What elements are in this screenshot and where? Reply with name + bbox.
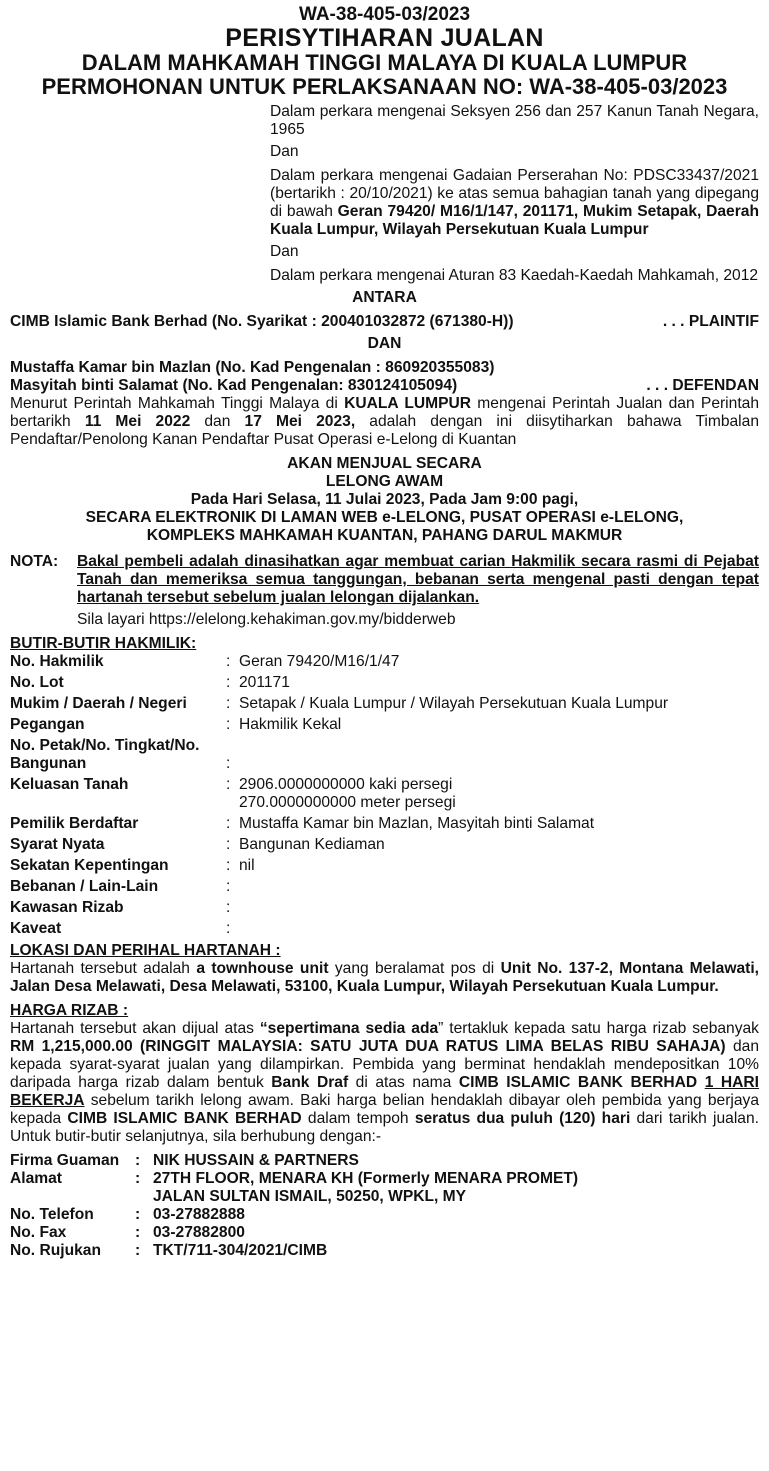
matter-1: Dalam perkara mengenai Seksyen 256 dan 257 Kanun Tanah Negara, 1965: [270, 103, 759, 138]
defendant-1: Mustaffa Kamar bin Mazlan (No. Kad Pengenalan : 860920355083): [10, 359, 495, 376]
title-row-keluasan: Keluasan Tanah : 2906.0000000000 kaki persegi 270.0000000000 meter persegi: [10, 776, 456, 811]
contact-fax: No. Fax : 03-27882800: [10, 1224, 245, 1241]
defendant-role: . . . DEFENDAN: [646, 377, 759, 394]
case-number: WA-38-405-03/2023: [298, 4, 471, 25]
plaintiff-role: . . . PLAINTIF: [662, 313, 759, 330]
sale-line-1: AKAN MENJUAL SECARA: [287, 455, 482, 472]
title-row-petak: No. Petak/No. Tingkat/No. Bangunan :: [10, 737, 231, 772]
location-heading: LOKASI DAN PERIHAL HARTANAH :: [10, 942, 281, 959]
sale-date: Pada Hari Selasa, 11 Julai 2023, Pada Jam 9:00 pagi,: [190, 491, 579, 508]
title-row: No. Hakmilik : Geran 79420/M16/1/47: [10, 653, 400, 670]
sale-line-2: LELONG AWAM: [325, 473, 444, 490]
application-number: PERMOHONAN UNTUK PERLAKSANAAN NO: WA-38-405-03/2023: [41, 74, 728, 99]
title-row: No. Lot : 201171: [10, 674, 290, 691]
matter-3: Dalam perkara mengenai Aturan 83 Kaedah-Kaedah Mahkamah, 2012: [270, 267, 759, 284]
reserve-paragraph: Hartanah tersebut akan dijual atas “sepertimana sedia ada” tertakluk kepada satu harga rizab sebanyak RM 1,215,000.00 (RINGGIT MALAYSIA: SATU JUTA DUA RATUS LIMA BELAS RIBU SAHAJA) dan kepada syarat-syarat jualan yang dilampirkan. Pembida yang berminat hendaklah mendepositkan 10% daripada harga rizab dalam bentuk Bank Draf di atas nama CIMB ISLAMIC BANK BERHAD 1 HARI BEKERJA sebelum tarikh lelong awam. Baki harga belian hendaklah dibayar oleh pembida yang berjaya kepada CIMB ISLAMIC BANK BERHAD dalam tempoh seratus dua puluh (120) hari dari tarikh jualan. Untuk butir-butir selanjutnya, sila berhubung dengan:-: [10, 1020, 760, 1145]
contact-block: [10, 1152, 759, 1260]
nota-website: Sila layari https://elelong.kehakiman.gov.my/bidderweb: [77, 611, 456, 628]
title-row: Sekatan Kepentingan : nil: [10, 857, 255, 874]
defendant-2: Masyitah binti Salamat (No. Kad Pengenalan: 830124105094): [10, 377, 458, 394]
contact-firm: Firma Guaman : NIK HUSSAIN & PARTNERS: [10, 1152, 359, 1169]
defendant-row: [10, 377, 759, 395]
matter-2: Dalam perkara mengenai Gadaian Perserahan No: PDSC33437/2021 (bertarikh : 20/10/2021) ke atas semua bahagian tanah yang dipegang di bawah Geran 79420/ M16/1/147, 201171, Mukim Setapak, Daerah Kuala Lumpur, Wilayah Persekutuan Kuala Lumpur: [270, 167, 759, 238]
title-row: Kaveat :: [10, 920, 231, 937]
title-row: Kawasan Rizab :: [10, 899, 231, 916]
title-row: Pemilik Berdaftar : Mustaffa Kamar bin Mazlan, Masyitah binti Salamat: [10, 815, 595, 832]
antara-heading: ANTARA: [352, 289, 417, 306]
plaintiff-row: [10, 313, 759, 331]
contact-reference: No. Rujukan : TKT/711-304/2021/CIMB: [10, 1242, 328, 1259]
title-row: Bebanan / Lain-Lain :: [10, 878, 231, 895]
title-details-table: [10, 653, 759, 938]
title-row: Mukim / Daerah / Negeri : Setapak / Kuala Lumpur / Wilayah Persekutuan Kuala Lumpur: [10, 695, 669, 712]
contact-phone: No. Telefon : 03-27882888: [10, 1206, 245, 1223]
document-title: PERISYTIHARAN JUALAN: [225, 24, 544, 52]
reserve-heading: HARGA RIZAB :: [10, 1002, 129, 1019]
title-row: Pegangan : Hakmilik Kekal: [10, 716, 342, 733]
sale-venue-1: SECARA ELEKTRONIK DI LAMAN WEB e-LELONG, PUSAT OPERASI e-LELONG,: [85, 509, 684, 526]
plaintiff-name: CIMB Islamic Bank Berhad (No. Syarikat : 200401032872 (671380-H)): [10, 313, 514, 330]
court-name: DALAM MAHKAMAH TINGGI MALAYA DI KUALA LUMPUR: [81, 50, 688, 75]
dan-2: Dan: [270, 243, 299, 260]
intro-paragraph: Menurut Perintah Mahkamah Tinggi Malaya di KUALA LUMPUR mengenai Perintah Jualan dan Perintah bertarikh 11 Mei 2022 dan 17 Mei 2023, adalah dengan ini diisytiharkan bahawa Timbalan Pendaftar/Penolong Kanan Pendaftar Pusat Operasi e-Lelong di Kuantan: [10, 395, 759, 448]
title-details-heading: BUTIR-BUTIR HAKMILIK:: [10, 635, 197, 652]
sale-venue-2: KOMPLEKS MAHKAMAH KUANTAN, PAHANG DARUL MAKMUR: [146, 527, 623, 544]
dan-heading: DAN: [367, 335, 402, 352]
dan-1: Dan: [270, 143, 299, 160]
location-paragraph: Hartanah tersebut adalah a townhouse unit yang beralamat pos di Unit No. 137-2, Montana Melawati, Jalan Desa Melawati, Desa Melawati, 53100, Kuala Lumpur, Wilayah Persekutuan Kuala Lumpur.: [10, 960, 759, 995]
nota-label: NOTA:: [10, 553, 59, 570]
title-row: Syarat Nyata : Bangunan Kediaman: [10, 836, 385, 853]
contact-address: Alamat : 27TH FLOOR, MENARA KH (Formerly MENARA PROMET) JALAN SULTAN ISMAIL, 50250, WPKL, MY: [10, 1170, 579, 1205]
nota-warning: Bakal pembeli adalah dinasihatkan agar membuat carian Hakmilik secara rasmi di Pejabat Tanah dan memeriksa semua tanggungan, bebanan serta mengenal pasti dengan tepat hartanah tersebut sebelum jualan lelongan dijalankan.: [77, 553, 759, 606]
nota-block: [10, 553, 759, 629]
